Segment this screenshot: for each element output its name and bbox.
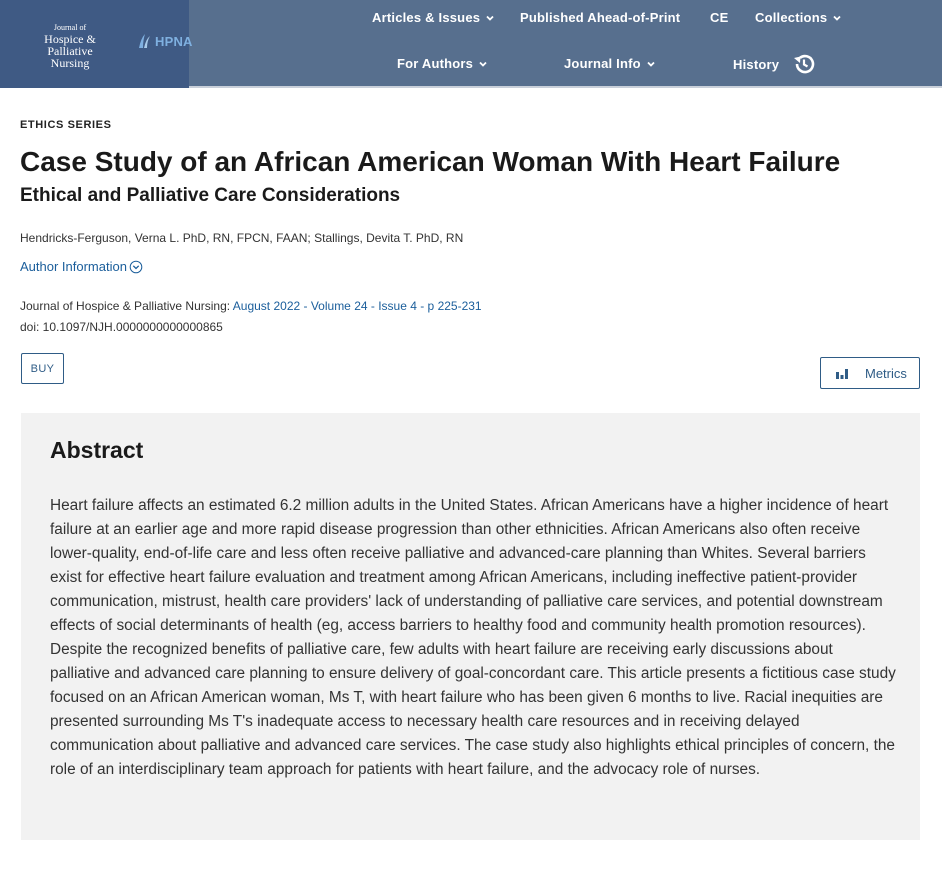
article-authors: Hendricks-Ferguson, Verna L. PhD, RN, FPCN, FAAN; Stallings, Devita T. PhD, RN	[20, 231, 464, 245]
abstract-heading: Abstract	[50, 437, 144, 463]
journal-logo-text	[22, 24, 118, 69]
nav-collections[interactable]	[755, 10, 841, 25]
nav-history-label: History	[733, 56, 780, 72]
author-information-toggle[interactable]	[20, 259, 143, 274]
chevron-down-icon	[833, 14, 841, 22]
issue-link[interactable]: August 2022 - Volume 24 - Issue 4 - p 225-231	[232, 299, 482, 313]
bar-chart-icon	[835, 366, 849, 380]
nav-ce-label: CE	[710, 10, 729, 25]
article-citation	[20, 299, 482, 313]
nav-articles-issues[interactable]	[372, 10, 494, 25]
nav-published-ahead-of-print[interactable]	[520, 10, 680, 25]
metrics-button[interactable]	[820, 357, 920, 389]
journal-logo[interactable]	[0, 0, 193, 88]
nav-collections-label: Collections	[755, 10, 828, 25]
nav-history[interactable]	[733, 51, 817, 77]
journal-name: Journal of Hospice & Palliative Nursing:	[20, 299, 233, 313]
nav-for-authors[interactable]	[397, 56, 487, 71]
chevron-down-icon	[647, 60, 655, 68]
article-subtitle: Ethical and Palliative Care Considerations	[20, 185, 401, 206]
chevron-down-icon	[486, 14, 494, 22]
nav-published-ahead-label: Published Ahead-of-Print	[520, 10, 681, 25]
nav-journal-info[interactable]	[564, 56, 655, 71]
hpna-logo-text: HPNA	[155, 33, 193, 49]
article-doi: doi: 10.1097/NJH.0000000000000865	[20, 320, 223, 334]
logo-line-1: Journal of	[53, 23, 87, 32]
article-title: Case Study of an African American Woman With Heart Failure	[20, 146, 841, 177]
logo-line-3: Nursing	[50, 56, 90, 70]
author-information-label: Author Information	[20, 259, 127, 274]
site-header	[0, 0, 942, 88]
article-series-label: ETHICS SERIES	[20, 119, 112, 131]
abstract-section	[21, 413, 920, 840]
metrics-label: Metrics	[865, 365, 907, 381]
history-icon	[791, 51, 817, 77]
chevron-circle-down-icon	[129, 260, 143, 274]
buy-button[interactable]: BUY	[21, 353, 64, 384]
nav-journal-info-label: Journal Info	[564, 56, 641, 71]
hpna-logo-icon	[137, 32, 153, 50]
nav-for-authors-label: For Authors	[397, 56, 474, 71]
logo-line-2: Hospice & Palliative	[44, 32, 96, 58]
abstract-text: Heart failure affects an estimated 6.2 million adults in the United States. African Americans have a higher incidence of heart failure at an earlier age and more rapid disease progression than other ethnicities. African Americans also often receive lower-quality, end-of-life care and less often receive palliative and advanced-care planning than Whites. Several barriers exist for effective heart failure evaluation and treatment among African Americans, including ineffective patient-provider communication, mistrust, health care providers' lack of understanding of palliative care services, and potential downstream effects of social determinants of health (eg, access barriers to healthy food and community health promotion resources). Despite the recognized benefits of palliative care, few adults with heart failure are receiving early discussions about palliative and advanced care planning to ensure delivery of goal-concordant care. This article presents a fictitious case study focused on an African American woman, Ms T, with heart failure who has been given 6 months to live. Racial inequities are presented surrounding Ms T's inadequate access to necessary health care resources and in receiving delayed communication about palliative and advanced care services. The case study also highlights ethical principles of concern, the role of an interdisciplinary team approach for patients with heart failure, and the advocacy role of nurses.	[50, 497, 896, 778]
chevron-down-icon	[479, 60, 487, 68]
hpna-logo	[137, 32, 193, 50]
nav-ce[interactable]	[710, 10, 728, 25]
nav-articles-issues-label: Articles & Issues	[372, 10, 481, 25]
